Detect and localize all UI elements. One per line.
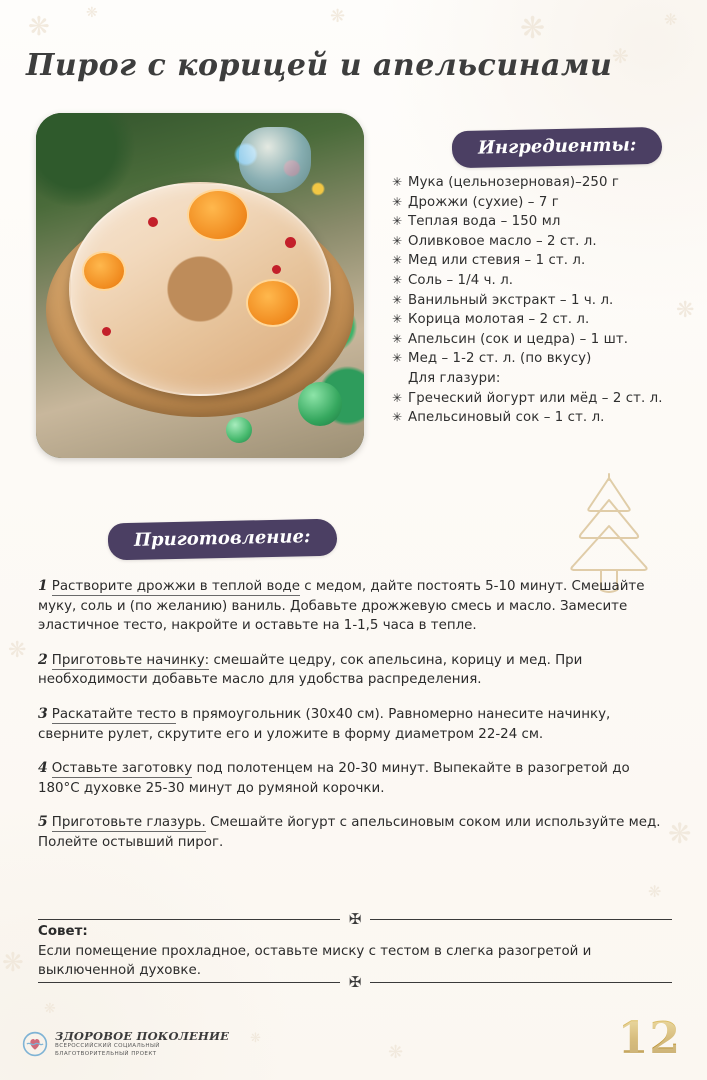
step-number: 4 [38,760,48,777]
step-lead: Оставьте заготовку [51,761,193,777]
step-number: 2 [38,651,48,668]
photo-berry [272,265,281,274]
snowflake-icon: ❋ [664,10,678,29]
ingredient-item [392,310,692,330]
snowflake-icon: ❋ [388,1042,404,1063]
photo-bauble [226,417,252,443]
step-text: смешайте цедру, сок апельсина, корицу и мед. При необходимости добавьте масло для удобства распределения. [38,652,583,688]
snowflake-icon: ❋ [520,11,546,46]
ingredient-text: Дрожжи (сухие) – 7 г [408,194,559,210]
logo-mark-icon [22,1031,48,1057]
bullet-star-icon: ✳ [392,331,403,346]
step-text: под полотенцем на 20-30 минут. Выпекайте в разогретой до 180°С духовке 25-30 минут до румяной корочки. [38,761,630,796]
ingredient-text: Мука (цельнозерновая)–250 г [408,175,619,190]
photo-bauble [239,127,311,193]
divider-line [38,919,340,920]
bullet-star-icon: ✳ [392,312,403,327]
page-number: 12 [617,1013,681,1064]
ingredient-item [392,349,692,369]
step-text: Смешайте йогурт с апельсиновым соком или используйте мед. Полейте остывший пирог. [38,815,661,850]
bullet-star-icon: ✳ [392,253,403,268]
bullet-star-icon: ✳ [392,175,403,189]
divider-ornament-icon: ✠ [348,973,362,991]
snowflake-icon: ❋ [8,638,27,663]
page-title: Пирог с корицей и апельсинами [26,48,613,83]
photo-orange-slice [187,189,249,241]
step-item [38,577,672,636]
tip-text: Если помещение прохладное, оставьте миску с тестом в слегка разогретой и выключенной духовке. [38,943,592,979]
tip-block [38,922,672,981]
snowflake-icon: ❋ [612,44,629,68]
step-lead: Растворите дрожжи в теплой воде [51,579,301,594]
ingredient-text: Теплая вода – 150 мл [408,214,561,230]
tip-divider-bottom [38,975,672,990]
snowflake-icon: ❋ [250,1031,261,1046]
ingredient-item [392,193,692,213]
step-item [38,651,672,690]
ingredient-item [392,389,692,409]
bullet-star-icon: ✳ [392,194,403,209]
ingredient-text: Корица молотая – 2 ст. л. [408,312,590,328]
step-lead: Приготовьте глазурь. [51,815,206,831]
step-item [38,759,672,798]
divider-line [370,982,672,983]
ingredient-text: Греческий йогурт или мёд – 2 ст. л. [408,390,663,406]
logo-text-group [55,1029,229,1058]
ingredient-text: Ванильный экстракт – 1 ч. л. [408,292,614,308]
ingredient-item [392,408,692,428]
ingredient-subheading [392,369,692,389]
ingredient-item [392,251,692,271]
photo-orange-slice [82,251,126,291]
bullet-star-icon: ✳ [392,272,403,287]
ingredient-text: Соль – 1/4 ч. л. [408,272,514,288]
ingredient-item [392,330,692,350]
ingredient-item [392,173,692,193]
ingredient-item [392,212,692,232]
ingredient-item [392,291,692,311]
ingredient-text: Мед или стевия – 1 ст. л. [408,253,586,269]
ingredient-text: Для глазури: [408,370,501,386]
snowflake-icon: ❋ [86,5,98,21]
recipe-photo [36,113,364,458]
snowflake-icon: ❋ [668,817,692,850]
bullet-star-icon: ✳ [392,351,403,366]
bullet-star-icon: ✳ [392,214,403,229]
ingredient-item [392,271,692,291]
footer-logo [22,1029,229,1058]
steps-list [38,577,672,868]
divider-ornament-icon: ✠ [348,910,362,928]
step-number: 3 [38,705,48,722]
snowflake-icon: ❋ [44,1001,56,1017]
snowflake-icon: ❋ [2,948,24,978]
snowflake-icon: ❋ [648,882,662,901]
ingredient-text: Оливковое масло – 2 ст. л. [408,233,597,249]
bullet-star-icon: ✳ [392,410,403,425]
snowflake-icon: ❋ [330,6,346,27]
snowflake-icon: ❋ [28,12,50,42]
step-text: с медом, дайте постоять 5-10 минут. Смешайте муку, соль и (по желанию) ваниль. Добавьте дрожжевую смесь и масло. Замесите эластичное тесто, накройте и оставьте на 1-1,5 часа в тепле. [38,579,645,634]
step-number: 5 [38,814,48,831]
ingredient-text: Апельсин (сок и цедра) – 1 шт. [408,331,629,347]
step-item [38,705,672,744]
bullet-star-icon: ✳ [392,390,403,405]
step-lead: Приготовьте начинку: [51,652,210,668]
ingredient-text: Мед – 1-2 ст. л. (по вкусу) [408,351,592,367]
photo-berry [148,217,158,227]
divider-line [370,919,672,920]
photo-orange-slice [246,279,300,327]
bullet-star-icon: ✳ [392,233,403,248]
tip-label: Совет: [38,924,88,939]
step-number: 1 [38,578,48,594]
logo-subtitle-line-1: ВСЕРОССИЙСКИЙ СОЦИАЛЬНЫЙ [55,1043,160,1050]
ingredient-text: Апельсиновый сок – 1 ст. л. [408,410,605,426]
bullet-star-icon: ✳ [392,292,403,307]
ingredient-item [392,232,692,252]
snowflake-icon: ❋ [676,298,695,323]
step-text: в прямоугольник (30х40 см). Равномерно нанесите начинку, сверните рулет, скрутите его и уложите в форму диаметром 22-24 см. [38,706,611,742]
logo-subtitle-line-2: БЛАГОТВОРИТЕЛЬНЫЙ ПРОЕКТ [55,1050,157,1057]
photo-berry [102,327,111,336]
step-item [38,813,672,852]
ingredients-heading: Ингредиенты: [452,127,663,168]
ingredients-list [392,173,695,428]
logo-title: ЗДОРОВОЕ ПОКОЛЕНИЕ [55,1029,230,1044]
divider-line [38,982,340,983]
steps-heading: Приготовление: [108,519,337,561]
step-lead: Раскатайте тесто [51,706,177,722]
